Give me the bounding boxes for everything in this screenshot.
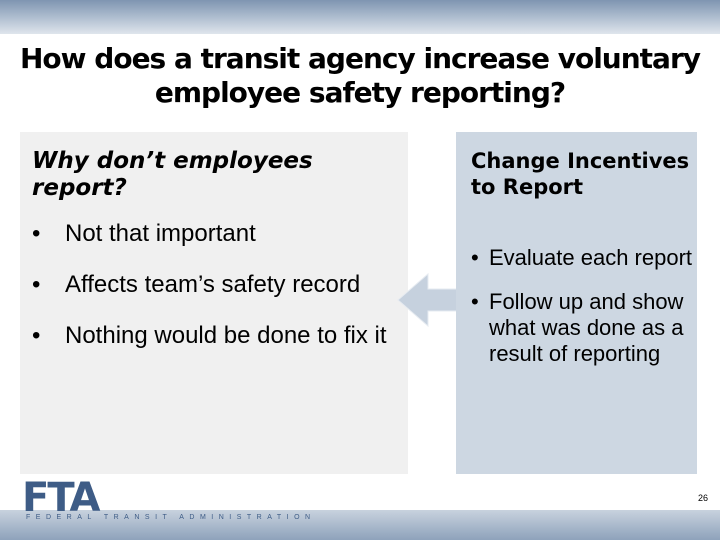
list-item xyxy=(471,245,693,271)
fta-logo-text: FTA xyxy=(22,475,99,521)
list-item-text: Follow up and show what was done as a result of reporting xyxy=(489,289,684,366)
bullet-icon: • xyxy=(32,322,41,349)
right-panel xyxy=(456,132,697,474)
list-item-text: Affects team’s safety record xyxy=(65,271,361,298)
bullet-icon: • xyxy=(471,289,479,314)
left-bullet-list xyxy=(32,220,402,373)
list-item-text: Evaluate each report xyxy=(489,245,693,270)
bullet-icon: • xyxy=(32,271,41,298)
list-item xyxy=(32,271,402,298)
bullet-icon: • xyxy=(471,245,479,270)
left-panel xyxy=(20,132,408,474)
arrow-left-icon xyxy=(396,268,460,332)
list-item xyxy=(32,322,402,349)
list-item-text: Nothing would be done to fix it xyxy=(65,322,387,349)
list-item xyxy=(471,289,693,367)
fta-logo xyxy=(22,475,316,521)
fta-logo-subtitle: FEDERAL TRANSIT ADMINISTRATION xyxy=(26,514,316,521)
right-heading: Change Incentives to Report xyxy=(471,149,690,199)
slide-title: How does a transit agency increase voluntary employee safety reporting? xyxy=(20,42,701,109)
header-band xyxy=(0,0,720,34)
bullet-icon: • xyxy=(32,220,41,247)
list-item-text: Not that important xyxy=(65,220,256,247)
list-item xyxy=(32,220,402,247)
page-number: 26 xyxy=(697,493,708,503)
right-bullet-list xyxy=(471,245,693,385)
left-heading: Why don’t employees report? xyxy=(32,148,313,201)
